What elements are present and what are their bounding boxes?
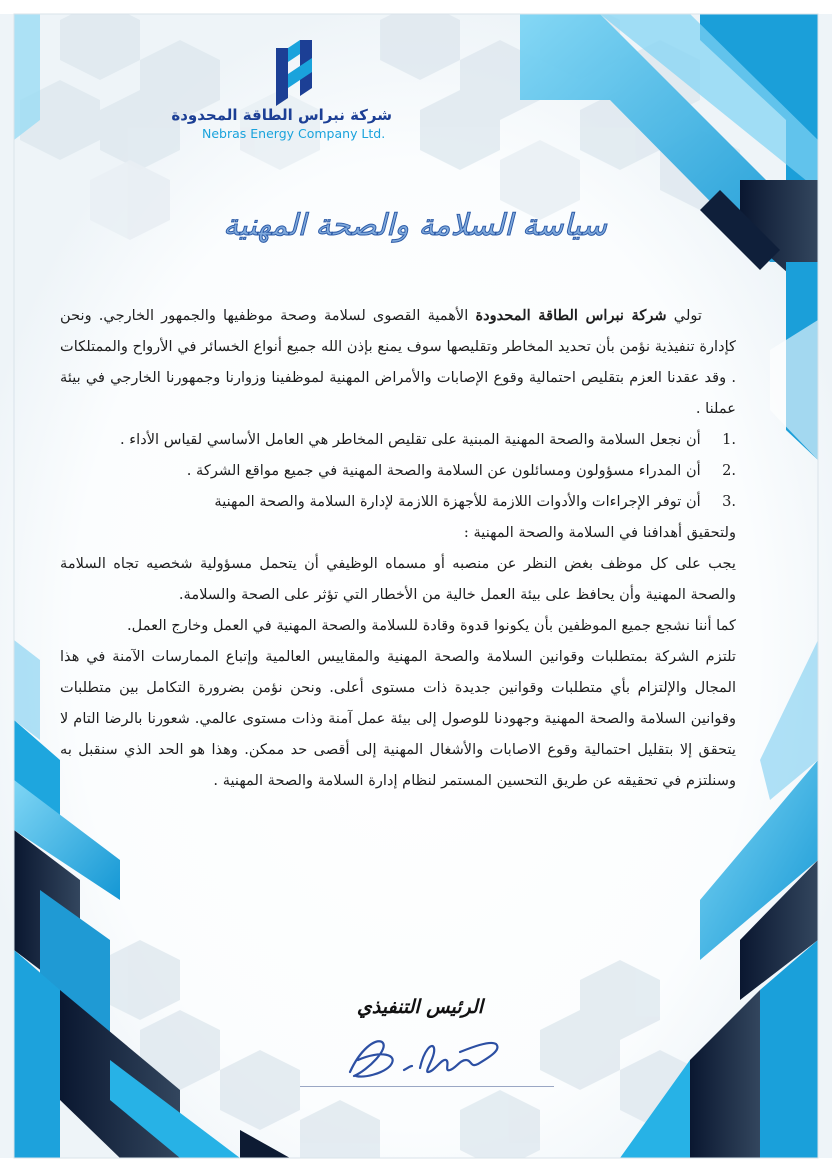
list-item bbox=[60, 486, 736, 517]
list-text: أن المدراء مسؤولون ومسائلون عن السلامة والصحة المهنية في جميع مواقع الشركة . bbox=[186, 462, 701, 479]
encouragement-paragraph: كما أننا نشجع جميع الموظفين بأن يكونوا قدوة وقادة للسلامة والصحة المهنية في العمل وخارج العمل. bbox=[127, 617, 736, 634]
logo-arabic-name: شركة نبراس الطاقة المحدودة bbox=[171, 106, 392, 124]
list-text: أن نجعل السلامة والصحة المهنية المبنية على تقليص المخاطر هي العامل الأساسي لقياس الأداء . bbox=[120, 431, 701, 448]
list-number: 3. bbox=[722, 493, 736, 510]
commitment-paragraph: تلتزم الشركة بمتطلبات وقوانين السلامة والصحة المهنية والمقاييس العالمية وإتباع الممارسات الآمنة في هذا المجال والإلتزام بأي متطلبات وقوانين جديدة ذات مستوى أعلى. ونحن نؤمن بضرورة التكامل بين متطلبات وقوانين السلامة والصحة المهنية وجهودنا للوصول إلى بيئة عمل آمنة وذات مستوى عالمي. شعورنا بالرضا التام لا يتحقق إلا بتقليل احتمالية وقوع الاصابات والأشغال المهنية إلى أقصى حد ممكن. وهذا هو الحد الذي سنقبل به وسنلتزم في تحقيقه عن طريق التحسين المستمر لنظام إدارة السلامة والصحة المهنية . bbox=[60, 648, 736, 789]
company-name: شركة نبراس الطاقة المحدودة bbox=[475, 307, 667, 324]
policy-body bbox=[60, 300, 736, 796]
policy-list bbox=[60, 424, 736, 517]
list-item bbox=[60, 455, 736, 486]
list-item bbox=[60, 424, 736, 455]
intro-rest: الأهمية القصوى لسلامة وصحة موظفيها والجمهور الخارجي. ونحن كإدارة تنفيذية نؤمن بأن تحديد المخاطر وتقليصها سوف يمنع بإذن الله جميع أنواع الخسائر في الأرواح والممتلكات . وقد عقدنا العزم بتقليص احتمالية وقوع الإصابات والأمراض المهنية لموظفينا وزوارنا وجمهورنا الخارجي في بيئة عملنا . bbox=[60, 307, 736, 417]
intro-lead: تولي bbox=[666, 307, 702, 324]
logo-mark-icon bbox=[196, 36, 406, 108]
list-number: 2. bbox=[722, 462, 736, 479]
signature-line bbox=[300, 1086, 554, 1087]
page-title: سياسة السلامة والصحة المهنية bbox=[223, 208, 607, 243]
logo-english-name: Nebras Energy Company Ltd. bbox=[202, 126, 386, 141]
intro-paragraph bbox=[60, 300, 736, 424]
signatory-title: الرئيس التنفيذي bbox=[356, 996, 484, 1018]
company-logo bbox=[171, 36, 406, 146]
list-text: أن توفر الإجراءات والأدوات اللازمة للأجهزة اللازمة لإدارة السلامة والصحة المهنية bbox=[214, 493, 701, 510]
list-number: 1. bbox=[722, 431, 736, 448]
responsibility-paragraph: يجب على كل موظف بغض النظر عن منصبه أو مسماه الوظيفي أن يتحمل مسؤولية شخصيه تجاه السلامة والصحة المهنية وأن يحافظ على بيئة العمل خالية من الأخطار التي تؤثر على الصحة والسلامة. bbox=[60, 555, 736, 603]
handwritten-signature bbox=[320, 1020, 520, 1090]
goals-intro: ولتحقيق أهدافنا في السلامة والصحة المهنية : bbox=[463, 524, 736, 541]
